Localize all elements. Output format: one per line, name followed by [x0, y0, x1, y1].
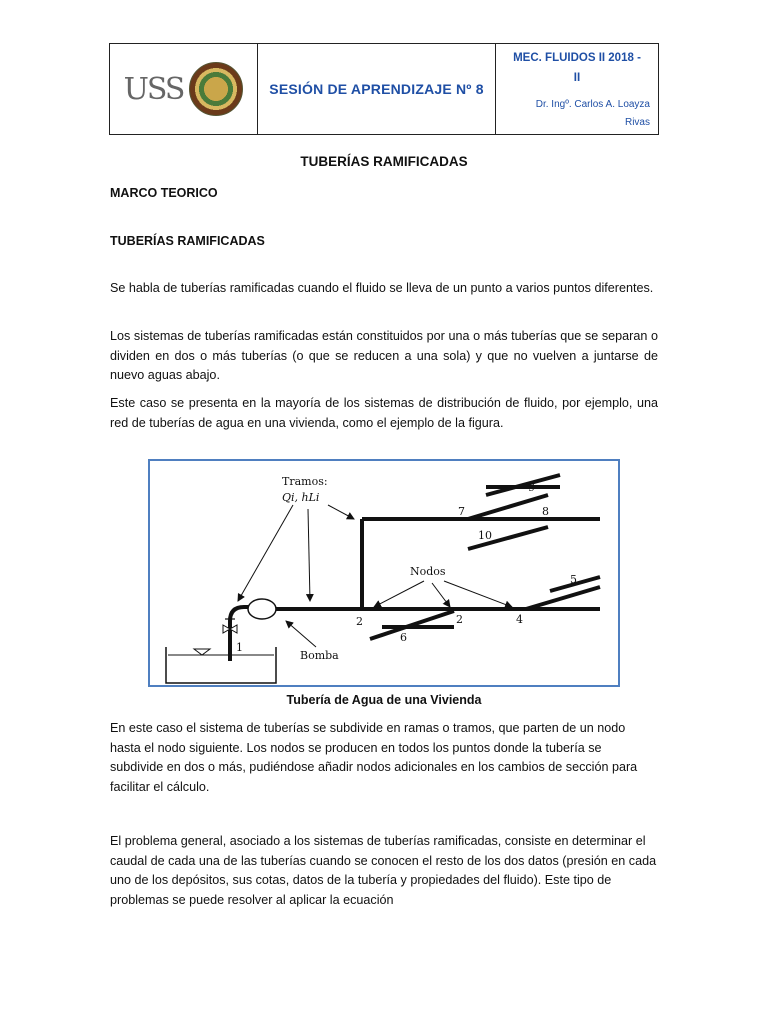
annotation-arrows: [238, 505, 512, 647]
course-line-2: II: [573, 72, 581, 84]
pump-icon: [248, 599, 276, 619]
paragraph-3: Este caso se presenta en la mayoría de los sistemas de distribución de fluido, por ejemplo, una red de tuberías de agua en una vivienda, como el ejemplo de la figura.: [110, 396, 658, 430]
pipe-lines: [276, 475, 600, 639]
node-label-4: 4: [516, 613, 523, 626]
node-label-9: 9: [528, 481, 535, 494]
header-title-cell: [258, 44, 496, 134]
node-label-2a: 2: [356, 615, 363, 628]
paragraph-1: Se habla de tuberías ramificadas cuando el fluido se lleva de un punto a varios puntos diferentes.: [110, 281, 654, 295]
node-label-10: 10: [478, 529, 492, 542]
professor-line-2: Rivas: [624, 117, 650, 128]
node-label-2b: 2: [456, 613, 463, 626]
water-tank: [166, 647, 276, 683]
node-label-8: 8: [542, 505, 549, 518]
node-label-1: 1: [236, 641, 243, 654]
professor-line-1: Dr. Ingº. Carlos A. Loayza: [535, 99, 650, 110]
course-name: [504, 48, 650, 88]
paragraph-4: En este caso el sistema de tuberías se subdivide en ramas o tramos, que parten de un nodo hasta el nodo siguiente. Los nodos se producen en todos los puntos donde la tubería se subdivide en dos o más, pudiéndose añadir nodos adicionales en los cambios de sección para facilitar el cálculo.: [110, 721, 638, 794]
pipe-network-diagram: [150, 461, 618, 685]
document-title: TUBERÍAS RAMIFICADAS: [300, 154, 468, 169]
paragraph-5: El problema general, asociado a los sistemas de tuberías ramificadas, consiste en determinar el caudal de cada una de las tuberías cuando se conocen el resto de los dos datos (presión en cada uno de los depósitos, sus cotas, datos de la tubería y propiedades del fluido). Este tipo de problemas se puede resolver al aplicar la ecuación: [110, 834, 657, 907]
nodos-label: Nodos: [410, 565, 446, 578]
bomba-label: Bomba: [300, 649, 339, 662]
paragraph-2: Los sistemas de tuberías ramificadas están constituidos por una o más tuberías que se separan o dividen en dos o más tuberías (o que se reducen a una sola) y que no vuelven a juntarse de nuevo aguas abajo.: [110, 329, 658, 382]
section-heading-marco-teorico: MARCO TEORICO: [110, 186, 218, 200]
uss-logo: USS: [123, 71, 184, 107]
pipe-network-figure: [148, 459, 620, 687]
node-label-7: 7: [458, 505, 465, 518]
course-line-1: MEC. FLUIDOS II 2018 -: [513, 52, 641, 64]
university-seal-icon: [189, 62, 243, 116]
figure-caption: Tubería de Agua de una Vivienda: [286, 693, 482, 707]
tramos-label: Tramos:: [282, 475, 328, 488]
section-heading-tuberias: TUBERÍAS RAMIFICADAS: [110, 234, 265, 248]
header-info-cell: [496, 44, 658, 134]
header-table: [109, 43, 659, 135]
tramos-variables: Qi, hLi: [282, 491, 320, 504]
session-title: SESIÓN DE APRENDIZAJE Nº 8: [269, 81, 484, 97]
header-logo-cell: [110, 44, 258, 134]
professor-name: [504, 96, 650, 132]
node-label-6: 6: [400, 631, 407, 644]
node-label-5: 5: [570, 573, 577, 586]
